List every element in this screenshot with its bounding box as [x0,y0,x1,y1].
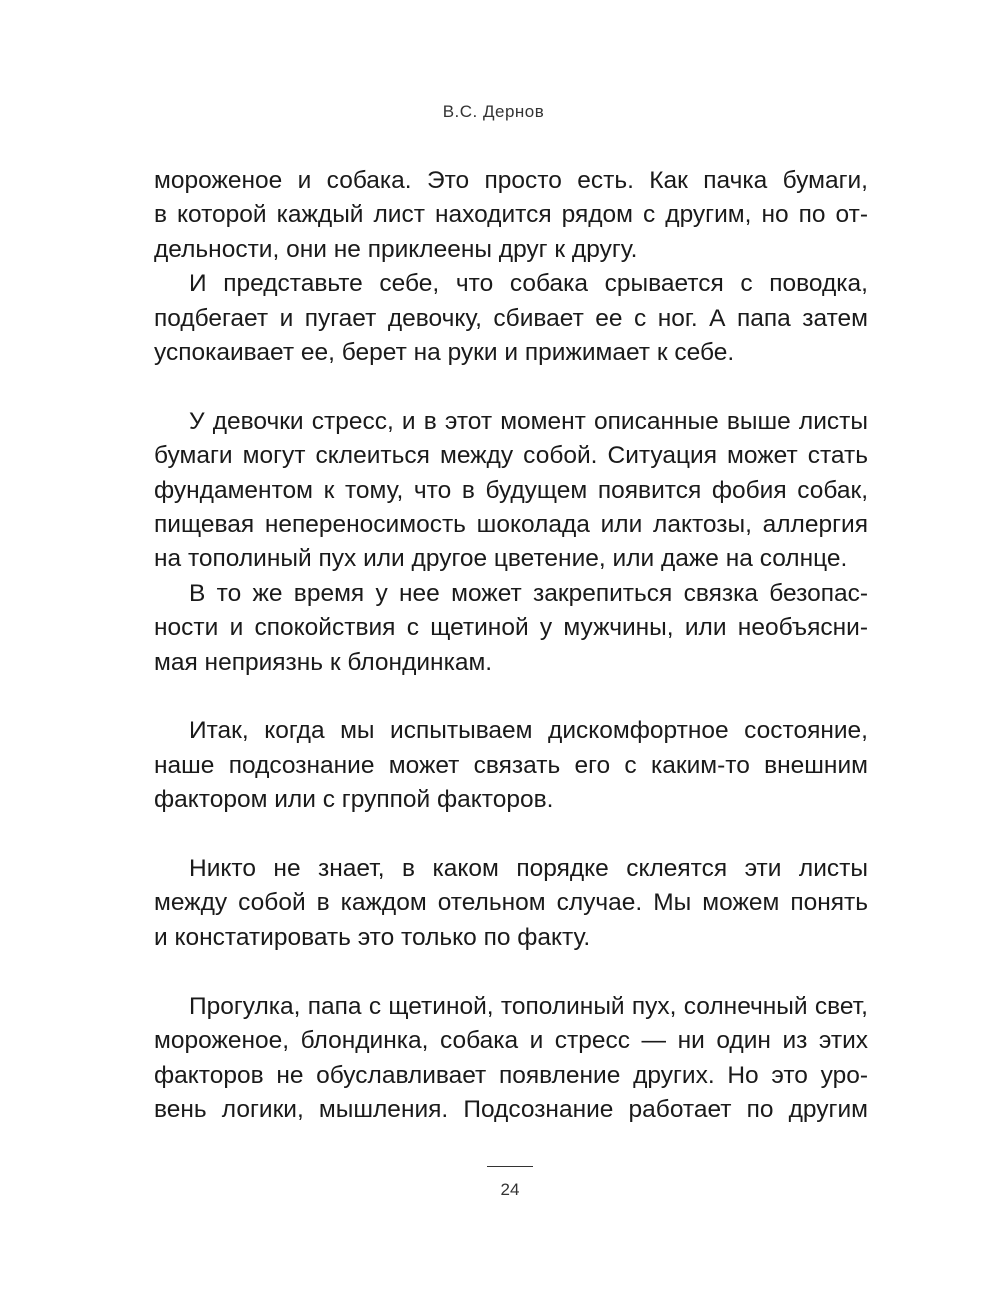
text-line: наше подсознание может связать его с каким-то внешним [154,751,868,779]
paragraph-gap [154,370,868,404]
text-line: ности и спокойствия с щетиной у мужчины, или необъясни- [154,614,868,642]
text-line: И представьте себе, что собака срывается с поводка, [189,270,868,298]
text-line: Итак, когда мы испытываем дискомфортное состояние, [189,717,868,745]
text-line: и констатировать это только по факту. [154,923,591,951]
text-line: вень логики, мышления. Подсознание работает по другим [154,1095,868,1123]
text-line: в которой каждый лист находится рядом с другим, но по от- [154,201,868,229]
text-line: пищевая непереносимость шоколада или лактозы, аллергия [154,511,868,539]
text-line: между собой в каждом отельном случае. Мы можем понять [154,889,868,917]
text-line: мороженое и собака. Это просто есть. Как пачка бумаги, [154,167,868,194]
paragraph [154,267,868,370]
folio-rule [487,1166,533,1167]
body-text [154,164,868,1127]
paragraph-gap [154,955,868,989]
text-line: успокаивает ее, берет на руки и прижимает к себе. [154,339,735,367]
text-line: фундаментом к тому, что в будущем появится фобия собак, [154,476,868,504]
text-line: В то же время у нее может закрепиться связка безопас- [189,579,868,607]
paragraph [154,164,868,267]
text-line: фактором или с группой факторов. [154,786,554,814]
text-line: У девочки стресс, и в этот момент описанные выше листы [189,407,868,435]
text-line: дельности, они не приклеены друг к другу. [154,235,638,263]
paragraph [154,577,868,680]
page-number: 24 [500,1180,520,1199]
paragraph [154,852,868,955]
text-line: бумаги могут склеиться между собой. Ситуация может стать [154,442,868,470]
paragraph-gap [154,680,868,714]
paragraph [154,714,868,817]
paragraph [154,405,868,577]
running-head-author: В.С. Дернов [442,102,545,121]
paragraph [154,990,868,1128]
text-line: мороженое, блондинка, собака и стресс — ни один из этих [154,1027,868,1055]
text-line: факторов не обуславливает появление других. Но это уро- [154,1061,868,1089]
text-line: на тополиный пух или другое цветение, или даже на солнце. [154,545,848,573]
text-line: мая неприязнь к блондинкам. [154,648,493,676]
text-line: подбегает и пугает девочку, сбивает ее с ног. А папа затем [154,304,868,332]
text-line: Прогулка, папа с щетиной, тополиный пух, солнечный свет, [189,992,868,1020]
paragraph-gap [154,818,868,852]
text-line: Никто не знает, в каком порядке склеятся эти листы [189,855,868,883]
